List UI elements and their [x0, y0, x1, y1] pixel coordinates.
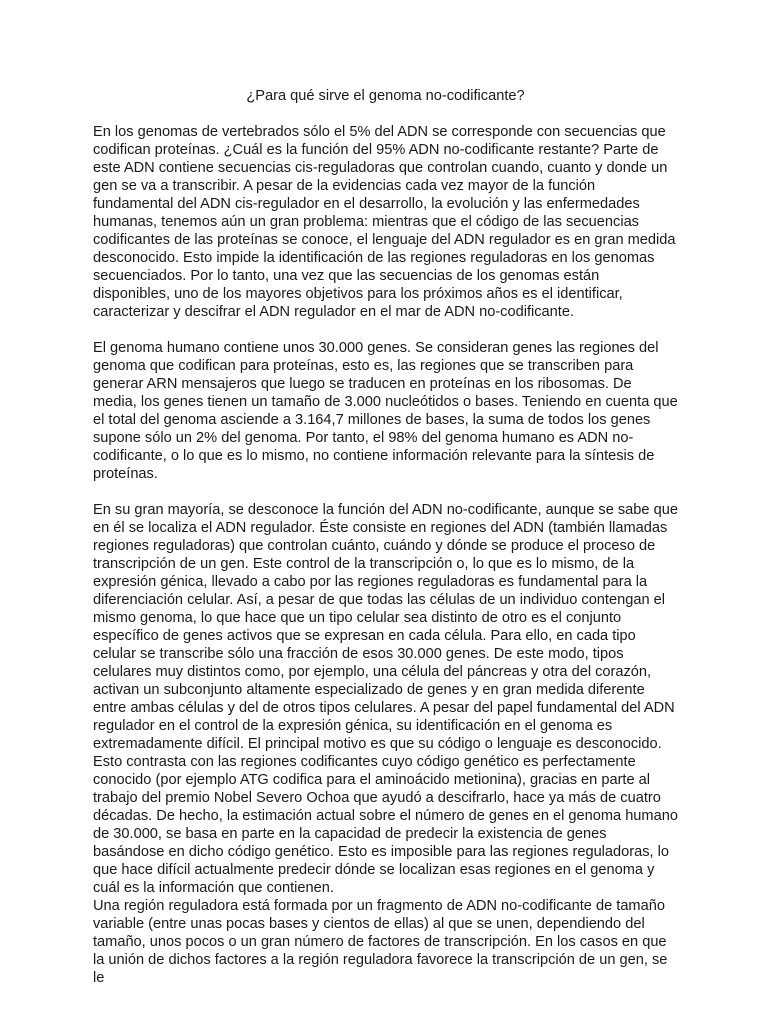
- paragraph-4: Una región reguladora está formada por un fragmento de ADN no-codificante de tamaño variable (entre unas pocas bases y cientos de ellas) al que se unen, dependiendo del tamaño, unos pocos o un gran número de factores de transcripción. En los casos en que la unión de dichos factores a la región reguladora favorece la transcripción de un gen, se le: [93, 898, 668, 986]
- paragraph-1: En los genomas de vertebrados sólo el 5% del ADN se corresponde con secuencias que codifican proteínas. ¿Cuál es la función del 95% ADN no-codificante restante? Parte de este ADN contiene secuencias cis-reguladoras que controlan cuando, cuanto y donde un gen se va a transcribir. A pesar de la evidencias cada vez mayor de la función fundamental del ADN cis-regulador en el desarrollo, la evolución y las enfermedades humanas, tenemos aún un gran problema: mientras que el código de las secuencias codificantes de las proteínas se conoce, el lenguaje del ADN regulador es en gran medida desconocido. Esto impide la identificación de las regiones reguladoras en los genomas secuenciados. Por lo tanto, una vez que las secuencias de los genomas están disponibles, uno de los mayores objetivos para los próximos años es el identificar, caracterizar y descifrar el ADN regulador en el mar de ADN no-codificante.: [93, 124, 676, 320]
- document-title: ¿Para qué sirve el genoma no-codificante?: [246, 88, 525, 104]
- paragraph-2: El genoma humano contiene unos 30.000 genes. Se consideran genes las regiones del genoma que codifican para proteínas, esto es, las regiones que se transcriben para generar ARN mensajeros que luego se traducen en proteínas en los ribosomas. De media, los genes tienen un tamaño de 3.000 nucleótidos o bases. Teniendo en cuenta que el total del genoma asciende a 3.164,7 millones de bases, la suma de todos los genes supone sólo un 2% del genoma. Por tanto, el 98% del genoma humano es ADN no-codificante, o lo que es lo mismo, no contiene información relevante para la síntesis de proteínas.: [93, 340, 678, 482]
- paragraph-3: En su gran mayoría, se desconoce la función del ADN no-codificante, aunque se sabe que en él se localiza el ADN regulador. Éste consiste en regiones del ADN (también llamadas regiones reguladoras) que controlan cuánto, cuándo y dónde se produce el proceso de transcripción de un gen. Este control de la transcripción o, lo que es lo mismo, de la expresión génica, llevado a cabo por las regiones reguladoras es fundamental para la diferenciación celular. Así, a pesar de que todas las células de un individuo contengan el mismo genoma, lo que hace que un tipo celular sea distinto de otro es el conjunto específico de genes activos que se expresan en cada célula. Para ello, en cada tipo celular se transcribe sólo una fracción de esos 30.000 genes. De este modo, tipos celulares muy distintos como, por ejemplo, una célula del páncreas y otra del corazón, activan un subconjunto altamente especializado de genes y en gran medida diferente entre ambas células y del de otros tipos celulares. A pesar del papel fundamental del ADN regulador en el control de la expresión génica, su identificación en el genoma es extremadamente difícil. El principal motivo es que su código o lenguaje es desconocido. Esto contrasta con las regiones codificantes cuyo código genético es perfectamente conocido (por ejemplo ATG codifica para el aminoácido metionina), gracias en parte al trabajo del premio Nobel Severo Ochoa que ayudó a descifrarlo, hace ya más de cuatro décadas. De hecho, la estimación actual sobre el número de genes en el genoma humano de 30.000, se basa en parte en la capacidad de predecir la existencia de genes basándose en dicho código genético. Esto es imposible para las regiones reguladoras, lo que hace difícil actualmente predecir dónde se localizan esas regiones en el genoma y cuál es la información que contienen.: [93, 502, 678, 896]
